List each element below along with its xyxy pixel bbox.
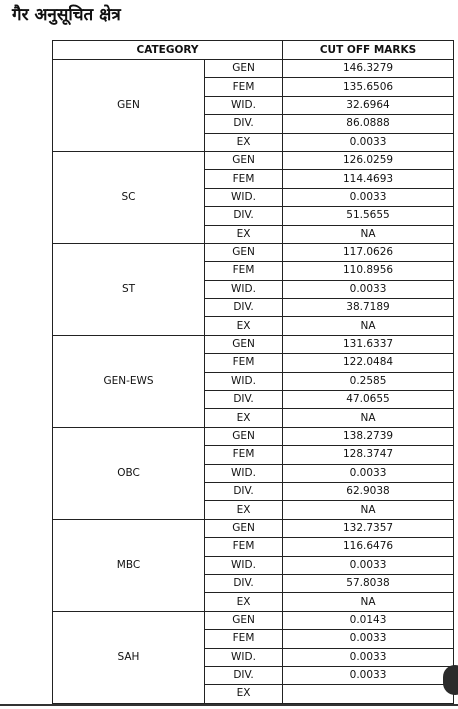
subcategory-cell: EX (205, 225, 283, 243)
cutoff-mark-cell: 0.0033 (283, 280, 454, 298)
cutoff-mark-cell: 0.0033 (283, 133, 454, 151)
table-body (53, 60, 454, 704)
subcategory-cell: DIV. (205, 115, 283, 133)
subcategory-cell: EX (205, 409, 283, 427)
subcategory-cell: GEN (205, 60, 283, 78)
cutoff-mark-cell: 122.0484 (283, 354, 454, 372)
subcategory-cell: FEM (205, 262, 283, 280)
subcategory-cell: WID. (205, 648, 283, 666)
subcategory-cell: FEM (205, 446, 283, 464)
category-cell: OBC (53, 427, 205, 519)
subcategory-cell: DIV. (205, 482, 283, 500)
subcategory-cell: DIV. (205, 391, 283, 409)
cutoff-mark-cell: NA (283, 501, 454, 519)
subcategory-cell: GEN (205, 151, 283, 169)
cutoff-mark-cell: 131.6337 (283, 335, 454, 353)
cutoff-mark-cell: 0.0033 (283, 188, 454, 206)
cutoff-mark-cell: 0.0033 (283, 630, 454, 648)
cutoff-mark-cell: 0.0143 (283, 611, 454, 629)
cutoff-mark-cell: 0.2585 (283, 372, 454, 390)
cutoff-mark-cell: NA (283, 409, 454, 427)
cutoff-mark-cell: 110.8956 (283, 262, 454, 280)
cutoff-mark-cell: 38.7189 (283, 299, 454, 317)
subcategory-cell: WID. (205, 556, 283, 574)
subcategory-cell: WID. (205, 464, 283, 482)
cutoff-table (52, 40, 454, 704)
cutoff-mark-cell: 128.3747 (283, 446, 454, 464)
category-cell: ST (53, 243, 205, 335)
cutoff-mark-cell: 114.4693 (283, 170, 454, 188)
subcategory-cell: EX (205, 317, 283, 335)
cutoff-mark-cell: 132.7357 (283, 519, 454, 537)
bottom-divider (0, 704, 458, 706)
table-row (53, 611, 454, 629)
cutoff-mark-cell: 57.8038 (283, 574, 454, 592)
cutoff-mark-cell: 116.6476 (283, 538, 454, 556)
cutoff-mark-cell: 138.2739 (283, 427, 454, 445)
cutoff-mark-cell: 86.0888 (283, 115, 454, 133)
category-cell: SAH (53, 611, 205, 703)
subcategory-cell: DIV. (205, 666, 283, 684)
subcategory-cell: GEN (205, 243, 283, 261)
subcategory-cell: GEN (205, 427, 283, 445)
category-cell: MBC (53, 519, 205, 611)
subcategory-cell: WID. (205, 96, 283, 114)
subcategory-cell: GEN (205, 519, 283, 537)
subcategory-cell: GEN (205, 335, 283, 353)
cutoff-mark-cell: NA (283, 225, 454, 243)
subcategory-cell: EX (205, 593, 283, 611)
floating-control-button[interactable] (443, 665, 458, 695)
subcategory-cell: WID. (205, 372, 283, 390)
cutoff-mark-cell: NA (283, 317, 454, 335)
cutoff-mark-cell: 51.5655 (283, 207, 454, 225)
subcategory-cell: WID. (205, 280, 283, 298)
table-row (53, 335, 454, 353)
page-heading: गैर अनुसूचित क्षेत्र (12, 5, 121, 25)
cutoff-mark-cell: 126.0259 (283, 151, 454, 169)
subcategory-cell: FEM (205, 630, 283, 648)
category-cell: GEN-EWS (53, 335, 205, 427)
subcategory-cell: EX (205, 133, 283, 151)
cutoff-mark-cell: 0.0033 (283, 648, 454, 666)
cutoff-mark-cell: 0.0033 (283, 464, 454, 482)
cutoff-mark-cell: 0.0033 (283, 666, 454, 684)
header-cutoff-marks: CUT OFF MARKS (283, 41, 454, 60)
subcategory-cell: EX (205, 501, 283, 519)
table-header-row (53, 41, 454, 60)
cutoff-mark-cell (283, 685, 454, 703)
subcategory-cell: FEM (205, 78, 283, 96)
cutoff-mark-cell: 62.9038 (283, 482, 454, 500)
cutoff-mark-cell: 47.0655 (283, 391, 454, 409)
subcategory-cell: DIV. (205, 207, 283, 225)
subcategory-cell: FEM (205, 538, 283, 556)
category-cell: GEN (53, 60, 205, 152)
cutoff-mark-cell: 135.6506 (283, 78, 454, 96)
table-row (53, 519, 454, 537)
cutoff-mark-cell: 146.3279 (283, 60, 454, 78)
subcategory-cell: DIV. (205, 299, 283, 317)
category-cell: SC (53, 151, 205, 243)
cutoff-mark-cell: 0.0033 (283, 556, 454, 574)
table-row (53, 151, 454, 169)
subcategory-cell: FEM (205, 170, 283, 188)
subcategory-cell: WID. (205, 188, 283, 206)
cutoff-mark-cell: 32.6964 (283, 96, 454, 114)
cutoff-mark-cell: 117.0626 (283, 243, 454, 261)
table-row (53, 427, 454, 445)
subcategory-cell: DIV. (205, 574, 283, 592)
subcategory-cell: FEM (205, 354, 283, 372)
subcategory-cell: EX (205, 685, 283, 703)
subcategory-cell: GEN (205, 611, 283, 629)
cutoff-mark-cell: NA (283, 593, 454, 611)
table-row (53, 60, 454, 78)
table-row (53, 243, 454, 261)
header-category: CATEGORY (53, 41, 283, 60)
